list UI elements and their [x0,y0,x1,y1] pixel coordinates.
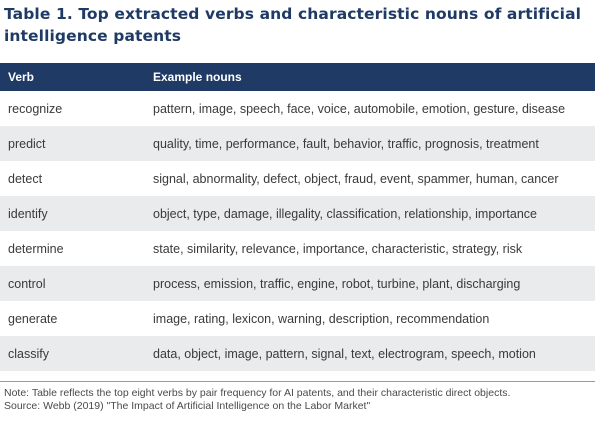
nouns-cell: data, object, image, pattern, signal, text, electrogram, speech, motion [153,336,595,371]
verb-cell: generate [0,301,153,336]
verb-cell: control [0,266,153,301]
table-footnote [4,387,604,413]
footnote-note: Note: Table reflects the top eight verbs by pair frequency for AI patents, and their characteristic direct objects. [4,387,511,399]
table-row [0,91,595,126]
table-row [0,161,595,196]
footnote-source: Source: Webb (2019) "The Impact of Artificial Intelligence on the Labor Market" [4,400,371,412]
verb-cell: determine [0,231,153,266]
verb-cell: predict [0,126,153,161]
verb-cell: identify [0,196,153,231]
verb-cell: recognize [0,91,153,126]
verbs-nouns-table [0,63,595,371]
verb-cell: detect [0,161,153,196]
table-row [0,126,595,161]
nouns-cell: process, emission, traffic, engine, robot, turbine, plant, discharging [153,266,595,301]
nouns-cell: state, similarity, relevance, importance, characteristic, strategy, risk [153,231,595,266]
table-row [0,301,595,336]
table-row [0,336,595,371]
table-row [0,231,595,266]
nouns-cell: object, type, damage, illegality, classification, relationship, importance [153,196,595,231]
header-verb: Verb [0,63,153,91]
table-row [0,266,595,301]
nouns-cell: image, rating, lexicon, warning, description, recommendation [153,301,595,336]
footnote-divider [0,381,595,382]
table-title: Table 1. Top extracted verbs and characteristic nouns of artificial intelligence patents [4,5,582,45]
header-example-nouns: Example nouns [153,63,595,91]
table-row [0,196,595,231]
nouns-cell: quality, time, performance, fault, behavior, traffic, prognosis, treatment [153,126,595,161]
verb-cell: classify [0,336,153,371]
table-header-row [0,63,595,91]
nouns-cell: signal, abnormality, defect, object, fraud, event, spammer, human, cancer [153,161,595,196]
nouns-cell: pattern, image, speech, face, voice, automobile, emotion, gesture, disease [153,91,595,126]
